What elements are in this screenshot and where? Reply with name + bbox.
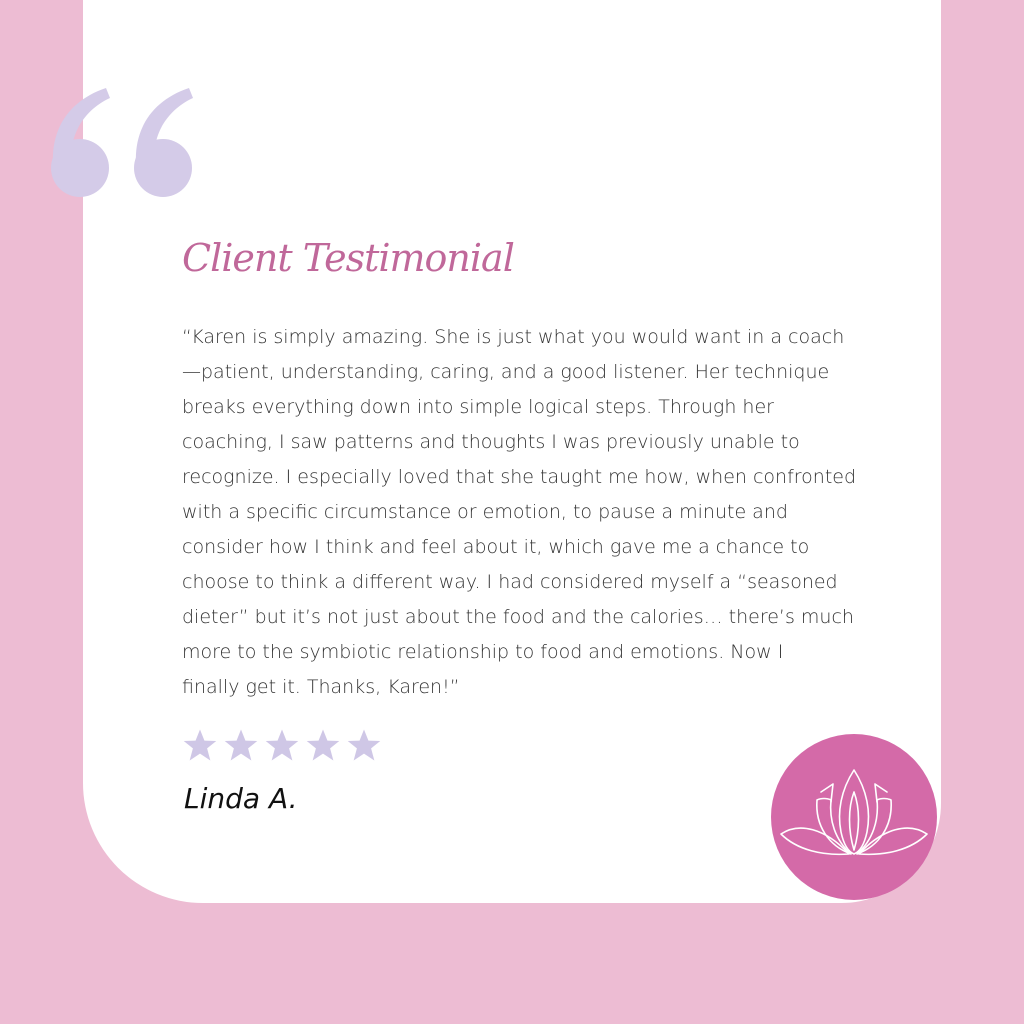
star-icon <box>182 728 218 762</box>
star-icon <box>305 728 341 762</box>
page-title: Client Testimonial <box>182 236 514 280</box>
lotus-icon <box>771 734 937 900</box>
quote-line: dieter” but it’s not just about the food and the calories… there’s much <box>182 606 854 628</box>
quote-line: “Karen is simply amazing. She is just what you would want in a coach <box>182 326 845 348</box>
quote-line: —patient, understanding, caring, and a good listener. Her technique <box>182 361 830 383</box>
quote-line: with a specific circumstance or emotion, to pause a minute and <box>182 501 788 523</box>
quote-mark-icon <box>48 86 200 198</box>
quote-line: coaching, I saw patterns and thoughts I was previously unable to <box>182 431 800 453</box>
quote-line: choose to think a different way. I had considered myself a “seasoned <box>182 571 838 593</box>
star-icon <box>264 728 300 762</box>
quote-line: breaks everything down into simple logical steps. Through her <box>182 396 774 418</box>
star-icon <box>346 728 382 762</box>
author-name: Linda A. <box>184 782 298 815</box>
quote-line: more to the symbiotic relationship to food and emotions. Now I <box>182 641 784 663</box>
star-rating <box>182 728 382 762</box>
star-icon <box>223 728 259 762</box>
quote-line: consider how I think and feel about it, which gave me a chance to <box>182 536 810 558</box>
quote-line: finally get it. Thanks, Karen!” <box>182 676 460 698</box>
quote-line: recognize. I especially loved that she taught me how, when confronted <box>182 466 857 488</box>
testimonial-quote <box>182 320 902 705</box>
